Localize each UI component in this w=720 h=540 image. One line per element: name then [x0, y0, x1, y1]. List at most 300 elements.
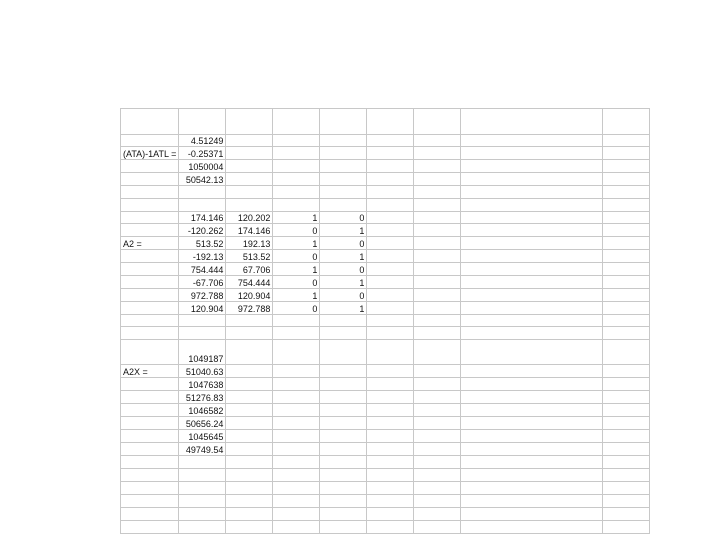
- sheet-cell[interactable]: [414, 327, 461, 340]
- sheet-cell[interactable]: [603, 315, 650, 327]
- sheet-cell[interactable]: 972.788: [226, 302, 273, 315]
- sheet-cell[interactable]: [461, 417, 603, 430]
- sheet-cell[interactable]: 51276.83: [179, 391, 226, 404]
- sheet-cell[interactable]: 0: [273, 224, 320, 237]
- sheet-cell[interactable]: [226, 495, 273, 508]
- sheet-cell[interactable]: [320, 456, 367, 469]
- sheet-row: [121, 212, 650, 224]
- sheet-cell[interactable]: [273, 482, 320, 495]
- sheet-cell[interactable]: 1: [320, 302, 367, 315]
- sheet-cell[interactable]: 754.444: [179, 263, 226, 276]
- sheet-cell[interactable]: [461, 109, 603, 135]
- sheet-cell[interactable]: [367, 199, 414, 212]
- sheet-cell[interactable]: [461, 327, 603, 340]
- sheet-cell[interactable]: [320, 495, 367, 508]
- sheet-cell[interactable]: 120.904: [179, 302, 226, 315]
- sheet-cell[interactable]: [226, 147, 273, 160]
- sheet-cell[interactable]: [414, 199, 461, 212]
- sheet-cell[interactable]: [603, 135, 650, 147]
- sheet-row: [121, 276, 650, 289]
- row-label-cell[interactable]: [121, 482, 179, 495]
- sheet-cell[interactable]: [414, 340, 461, 365]
- sheet-cell[interactable]: [603, 276, 650, 289]
- sheet-cell[interactable]: 1047638: [179, 378, 226, 391]
- sheet-row: [121, 302, 650, 315]
- sheet-cell[interactable]: [367, 212, 414, 224]
- sheet-cell[interactable]: 1046582: [179, 404, 226, 417]
- row-label-cell[interactable]: [121, 212, 179, 224]
- sheet-cell[interactable]: [179, 456, 226, 469]
- sheet-cell[interactable]: 1045645: [179, 430, 226, 443]
- sheet-cell[interactable]: [320, 521, 367, 534]
- sheet-cell[interactable]: [461, 469, 603, 482]
- sheet-cell[interactable]: [179, 482, 226, 495]
- sheet-row: [121, 327, 650, 340]
- sheet-cell[interactable]: [414, 495, 461, 508]
- sheet-row: [121, 482, 650, 495]
- sheet-cell[interactable]: 972.788: [179, 289, 226, 302]
- sheet-cell[interactable]: 1049187: [179, 340, 226, 365]
- sheet-cell[interactable]: [461, 224, 603, 237]
- sheet-cell[interactable]: [603, 508, 650, 521]
- sheet-cell[interactable]: 1: [320, 224, 367, 237]
- sheet-cell[interactable]: [179, 508, 226, 521]
- sheet-cell[interactable]: [273, 508, 320, 521]
- sheet-cell[interactable]: [461, 430, 603, 443]
- sheet-cell[interactable]: [273, 109, 320, 135]
- sheet-cell[interactable]: [273, 147, 320, 160]
- sheet-cell[interactable]: [320, 173, 367, 186]
- row-label-cell[interactable]: [121, 224, 179, 237]
- sheet-cell[interactable]: -192.13: [179, 250, 226, 263]
- sheet-cell[interactable]: [273, 391, 320, 404]
- row-label-cell[interactable]: [121, 199, 179, 212]
- sheet-cell[interactable]: [320, 327, 367, 340]
- sheet-cell[interactable]: [320, 199, 367, 212]
- sheet-cell[interactable]: [273, 495, 320, 508]
- sheet-cell[interactable]: [461, 378, 603, 391]
- sheet-cell[interactable]: [273, 456, 320, 469]
- sheet-cell[interactable]: [226, 199, 273, 212]
- sheet-cell[interactable]: [461, 495, 603, 508]
- sheet-cell[interactable]: [414, 378, 461, 391]
- sheet-cell[interactable]: [320, 378, 367, 391]
- sheet-row: [121, 109, 650, 135]
- sheet-cell[interactable]: [273, 404, 320, 417]
- sheet-cell[interactable]: [320, 391, 367, 404]
- sheet-cell[interactable]: -120.262: [179, 224, 226, 237]
- sheet-cell[interactable]: [461, 160, 603, 173]
- sheet-cell[interactable]: [603, 160, 650, 173]
- sheet-cell[interactable]: [461, 199, 603, 212]
- sheet-row: [121, 224, 650, 237]
- sheet-cell[interactable]: [461, 276, 603, 289]
- sheet-cell[interactable]: [320, 135, 367, 147]
- sheet-cell[interactable]: [603, 302, 650, 315]
- sheet-cell[interactable]: [273, 160, 320, 173]
- sheet-cell[interactable]: [273, 469, 320, 482]
- sheet-cell[interactable]: [414, 237, 461, 250]
- sheet-cell[interactable]: [367, 340, 414, 365]
- sheet-cell[interactable]: [603, 365, 650, 378]
- sheet-row: [121, 250, 650, 263]
- sheet-cell[interactable]: 1: [320, 276, 367, 289]
- sheet-cell[interactable]: [179, 109, 226, 135]
- sheet-cell[interactable]: [603, 224, 650, 237]
- sheet-cell[interactable]: 0: [320, 289, 367, 302]
- sheet-row: [121, 135, 650, 147]
- sheet-cell[interactable]: [273, 430, 320, 443]
- sheet-cell[interactable]: [367, 417, 414, 430]
- sheet-cell[interactable]: [320, 469, 367, 482]
- sheet-cell[interactable]: [367, 443, 414, 456]
- sheet-cell[interactable]: 1: [273, 263, 320, 276]
- sheet-cell[interactable]: [226, 521, 273, 534]
- sheet-row: [121, 173, 650, 186]
- sheet-cell[interactable]: [603, 289, 650, 302]
- sheet-cell[interactable]: [179, 521, 226, 534]
- sheet-cell[interactable]: [273, 521, 320, 534]
- sheet-row: [121, 391, 650, 404]
- sheet-cell[interactable]: [414, 173, 461, 186]
- sheet-cell[interactable]: [226, 186, 273, 199]
- sheet-cell[interactable]: [414, 508, 461, 521]
- sheet-cell[interactable]: [414, 482, 461, 495]
- sheet-cell[interactable]: [461, 186, 603, 199]
- sheet-cell[interactable]: 192.13: [226, 237, 273, 250]
- sheet-cell[interactable]: [226, 482, 273, 495]
- sheet-cell[interactable]: [461, 456, 603, 469]
- row-label-cell[interactable]: [121, 508, 179, 521]
- sheet-cell[interactable]: [414, 365, 461, 378]
- sheet-cell[interactable]: -0.25371: [179, 147, 226, 160]
- sheet-cell[interactable]: [273, 365, 320, 378]
- sheet-row: [121, 521, 650, 534]
- sheet-row: [121, 365, 650, 378]
- sheet-cell[interactable]: [603, 212, 650, 224]
- sheet-cell[interactable]: [603, 250, 650, 263]
- sheet-cell[interactable]: [179, 327, 226, 340]
- sheet-cell[interactable]: [461, 289, 603, 302]
- sheet-cell[interactable]: 0: [320, 212, 367, 224]
- sheet-cell[interactable]: [461, 315, 603, 327]
- sheet-cell[interactable]: [273, 199, 320, 212]
- sheet-cell[interactable]: [320, 340, 367, 365]
- sheet-cell[interactable]: [226, 327, 273, 340]
- row-label-cell[interactable]: [121, 430, 179, 443]
- sheet-cell[interactable]: 51040.63: [179, 365, 226, 378]
- sheet-cell[interactable]: [367, 391, 414, 404]
- sheet-cell[interactable]: [226, 508, 273, 521]
- sheet-row: [121, 340, 650, 365]
- sheet-cell[interactable]: 1050004: [179, 160, 226, 173]
- sheet-cell[interactable]: [414, 315, 461, 327]
- sheet-cell[interactable]: [603, 263, 650, 276]
- sheet-cell[interactable]: [226, 365, 273, 378]
- sheet-cell[interactable]: [414, 404, 461, 417]
- row-label-cell[interactable]: [121, 276, 179, 289]
- row-label-cell[interactable]: [121, 186, 179, 199]
- sheet-cell[interactable]: [320, 160, 367, 173]
- sheet-cell[interactable]: [603, 521, 650, 534]
- sheet-cell[interactable]: [603, 186, 650, 199]
- sheet-cell[interactable]: [226, 430, 273, 443]
- sheet-cell[interactable]: [320, 417, 367, 430]
- sheet-cell[interactable]: [367, 327, 414, 340]
- sheet-cell[interactable]: [461, 212, 603, 224]
- sheet-cell[interactable]: [414, 391, 461, 404]
- sheet-cell[interactable]: [603, 327, 650, 340]
- sheet-cell[interactable]: 1: [273, 212, 320, 224]
- sheet-cell[interactable]: [179, 469, 226, 482]
- sheet-cell[interactable]: [603, 391, 650, 404]
- row-label-cell[interactable]: [121, 263, 179, 276]
- sheet-cell[interactable]: [603, 495, 650, 508]
- sheet-cell[interactable]: [414, 521, 461, 534]
- sheet-cell[interactable]: [273, 340, 320, 365]
- row-label-cell[interactable]: [121, 327, 179, 340]
- sheet-cell[interactable]: [273, 186, 320, 199]
- sheet-cell[interactable]: 120.202: [226, 212, 273, 224]
- sheet-cell[interactable]: [226, 109, 273, 135]
- sheet-cell[interactable]: [414, 443, 461, 456]
- sheet-cell[interactable]: [414, 109, 461, 135]
- sheet-cell[interactable]: [320, 147, 367, 160]
- sheet-cell[interactable]: [461, 482, 603, 495]
- sheet-cell[interactable]: [603, 173, 650, 186]
- sheet-cell[interactable]: [461, 263, 603, 276]
- sheet-cell[interactable]: [414, 224, 461, 237]
- sheet-cell[interactable]: [367, 276, 414, 289]
- sheet-cell[interactable]: [603, 456, 650, 469]
- sheet-cell[interactable]: [226, 160, 273, 173]
- sheet-cell[interactable]: [603, 430, 650, 443]
- sheet-cell[interactable]: [320, 482, 367, 495]
- sheet-cell[interactable]: [461, 250, 603, 263]
- sheet-cell[interactable]: [367, 302, 414, 315]
- sheet-cell[interactable]: 4.51249: [179, 135, 226, 147]
- row-label-cell[interactable]: [121, 160, 179, 173]
- sheet-cell[interactable]: [367, 289, 414, 302]
- sheet-cell[interactable]: [179, 186, 226, 199]
- sheet-cell[interactable]: [461, 302, 603, 315]
- row-label-cell[interactable]: [121, 378, 179, 391]
- sheet-cell[interactable]: 0: [273, 276, 320, 289]
- sheet-cell[interactable]: [367, 482, 414, 495]
- sheet-cell[interactable]: [461, 173, 603, 186]
- sheet-cell[interactable]: 0: [273, 302, 320, 315]
- sheet-cell[interactable]: [367, 315, 414, 327]
- sheet-cell[interactable]: [461, 521, 603, 534]
- sheet-row: [121, 315, 650, 327]
- sheet-cell[interactable]: [320, 315, 367, 327]
- sheet-cell[interactable]: [367, 186, 414, 199]
- sheet-cell[interactable]: [273, 327, 320, 340]
- sheet-cell[interactable]: [414, 263, 461, 276]
- sheet-cell[interactable]: -67.706: [179, 276, 226, 289]
- sheet-cell[interactable]: [226, 404, 273, 417]
- sheet-cell[interactable]: [226, 315, 273, 327]
- sheet-cell[interactable]: 754.444: [226, 276, 273, 289]
- sheet-cell[interactable]: [320, 365, 367, 378]
- sheet-cell[interactable]: [367, 378, 414, 391]
- sheet-cell[interactable]: [367, 160, 414, 173]
- sheet-cell[interactable]: [603, 109, 650, 135]
- sheet-cell[interactable]: 49749.54: [179, 443, 226, 456]
- row-label-cell[interactable]: [121, 404, 179, 417]
- sheet-cell[interactable]: [414, 456, 461, 469]
- sheet-cell[interactable]: [179, 199, 226, 212]
- row-label-cell[interactable]: [121, 443, 179, 456]
- sheet-cell[interactable]: [603, 147, 650, 160]
- sheet-cell[interactable]: [367, 508, 414, 521]
- sheet-cell[interactable]: [461, 237, 603, 250]
- sheet-cell[interactable]: [414, 212, 461, 224]
- sheet-cell[interactable]: [367, 109, 414, 135]
- sheet-cell[interactable]: 50542.13: [179, 173, 226, 186]
- sheet-cell[interactable]: [414, 469, 461, 482]
- sheet-row: [121, 469, 650, 482]
- sheet-cell[interactable]: [367, 495, 414, 508]
- sheet-cell[interactable]: [414, 276, 461, 289]
- sheet-cell[interactable]: [367, 365, 414, 378]
- sheet-cell[interactable]: [320, 443, 367, 456]
- sheet-cell[interactable]: [273, 443, 320, 456]
- row-label-cell[interactable]: [121, 250, 179, 263]
- sheet-cell[interactable]: [461, 508, 603, 521]
- sheet-row: [121, 495, 650, 508]
- row-label-cell[interactable]: [121, 340, 179, 365]
- sheet-cell[interactable]: [414, 417, 461, 430]
- row-label-cell[interactable]: [121, 417, 179, 430]
- row-label-cell[interactable]: (ATA)-1ATL =: [121, 147, 179, 160]
- sheet-cell[interactable]: 67.706: [226, 263, 273, 276]
- sheet-row: [121, 508, 650, 521]
- sheet-cell[interactable]: [603, 237, 650, 250]
- sheet-row: [121, 378, 650, 391]
- sheet-cell[interactable]: [273, 173, 320, 186]
- sheet-cell[interactable]: [273, 378, 320, 391]
- sheet-cell[interactable]: 0: [320, 263, 367, 276]
- sheet-cell[interactable]: [367, 250, 414, 263]
- sheet-cell[interactable]: [273, 315, 320, 327]
- sheet-cell[interactable]: [367, 147, 414, 160]
- sheet-cell[interactable]: [367, 224, 414, 237]
- sheet-cell[interactable]: [320, 430, 367, 443]
- sheet-cell[interactable]: 174.146: [179, 212, 226, 224]
- sheet-cell[interactable]: [603, 404, 650, 417]
- sheet-cell[interactable]: [603, 482, 650, 495]
- sheet-cell[interactable]: [367, 469, 414, 482]
- sheet-cell[interactable]: [226, 443, 273, 456]
- sheet-cell[interactable]: 120.904: [226, 289, 273, 302]
- sheet-cell[interactable]: [320, 404, 367, 417]
- sheet-cell[interactable]: 513.52: [226, 250, 273, 263]
- sheet-cell[interactable]: [603, 340, 650, 365]
- sheet-cell[interactable]: [367, 404, 414, 417]
- sheet-cell[interactable]: [414, 302, 461, 315]
- sheet-cell[interactable]: 0: [273, 250, 320, 263]
- sheet-cell[interactable]: [226, 340, 273, 365]
- sheet-cell[interactable]: [367, 173, 414, 186]
- sheet-cell[interactable]: [367, 430, 414, 443]
- sheet-cell[interactable]: [226, 417, 273, 430]
- row-label-cell[interactable]: A2X =: [121, 365, 179, 378]
- sheet-cell[interactable]: 1: [320, 250, 367, 263]
- sheet-cell[interactable]: [367, 456, 414, 469]
- row-label-cell[interactable]: [121, 315, 179, 327]
- sheet-cell[interactable]: [414, 135, 461, 147]
- row-label-cell[interactable]: [121, 173, 179, 186]
- sheet-cell[interactable]: [226, 135, 273, 147]
- row-label-cell[interactable]: [121, 302, 179, 315]
- sheet-cell[interactable]: [461, 365, 603, 378]
- sheet-cell[interactable]: [603, 378, 650, 391]
- sheet-cell[interactable]: [603, 469, 650, 482]
- sheet-cell[interactable]: [603, 443, 650, 456]
- sheet-cell[interactable]: [179, 315, 226, 327]
- row-label-cell[interactable]: A2 =: [121, 237, 179, 250]
- sheet-cell[interactable]: 513.52: [179, 237, 226, 250]
- sheet-cell[interactable]: [414, 186, 461, 199]
- row-label-cell[interactable]: [121, 456, 179, 469]
- row-label-cell[interactable]: [121, 391, 179, 404]
- sheet-cell[interactable]: 50656.24: [179, 417, 226, 430]
- sheet-cell[interactable]: [603, 417, 650, 430]
- sheet-cell[interactable]: [226, 173, 273, 186]
- sheet-cell[interactable]: 174.146: [226, 224, 273, 237]
- sheet-cell[interactable]: 1: [273, 289, 320, 302]
- sheet-cell[interactable]: [461, 391, 603, 404]
- sheet-cell[interactable]: [367, 135, 414, 147]
- row-label-cell[interactable]: [121, 289, 179, 302]
- sheet-cell[interactable]: [367, 521, 414, 534]
- sheet-cell[interactable]: [226, 456, 273, 469]
- sheet-cell[interactable]: [367, 237, 414, 250]
- sheet-row: [121, 404, 650, 417]
- sheet-cell[interactable]: [226, 391, 273, 404]
- sheet-cell[interactable]: [414, 430, 461, 443]
- sheet-cell[interactable]: [603, 199, 650, 212]
- sheet-cell[interactable]: [179, 495, 226, 508]
- sheet-row: [121, 430, 650, 443]
- row-label-cell[interactable]: [121, 495, 179, 508]
- sheet-cell[interactable]: [414, 160, 461, 173]
- sheet-cell[interactable]: [414, 250, 461, 263]
- sheet-cell[interactable]: [461, 340, 603, 365]
- sheet-cell[interactable]: [226, 378, 273, 391]
- row-label-cell[interactable]: [121, 521, 179, 534]
- sheet-cell[interactable]: [320, 508, 367, 521]
- sheet-cell[interactable]: [273, 417, 320, 430]
- sheet-cell[interactable]: [320, 109, 367, 135]
- sheet-cell[interactable]: [461, 147, 603, 160]
- sheet-cell[interactable]: [273, 135, 320, 147]
- row-label-cell[interactable]: [121, 109, 179, 135]
- sheet-cell[interactable]: [414, 289, 461, 302]
- row-label-cell[interactable]: [121, 469, 179, 482]
- sheet-cell[interactable]: [367, 263, 414, 276]
- sheet-cell[interactable]: [414, 147, 461, 160]
- sheet-cell[interactable]: 0: [320, 237, 367, 250]
- sheet-cell[interactable]: [461, 443, 603, 456]
- sheet-cell[interactable]: [461, 135, 603, 147]
- sheet-cell[interactable]: [226, 469, 273, 482]
- sheet-cell[interactable]: 1: [273, 237, 320, 250]
- row-label-cell[interactable]: [121, 135, 179, 147]
- sheet-cell[interactable]: [320, 186, 367, 199]
- sheet-cell[interactable]: [461, 404, 603, 417]
